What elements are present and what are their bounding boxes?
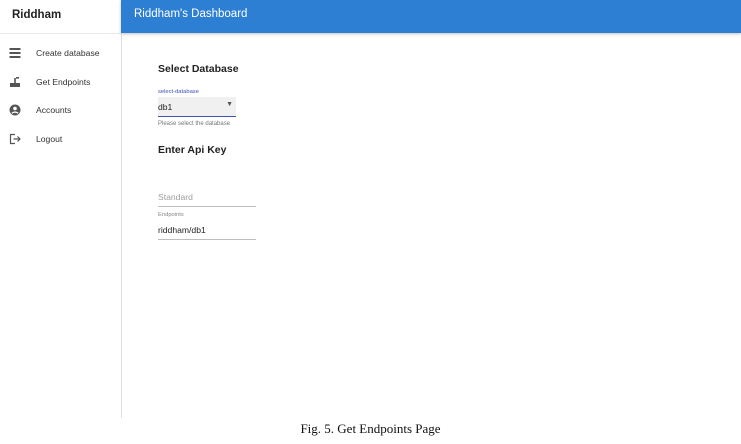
sidebar-item-label: Get Endpoints: [36, 76, 91, 87]
select-database-heading: Select Database: [158, 63, 239, 75]
database-select[interactable]: [158, 97, 236, 117]
sidebar-item-label: Create database: [36, 48, 100, 58]
sidebar-item-label: Accounts: [36, 105, 72, 115]
figure-caption: Fig. 5. Get Endpoints Page: [300, 421, 441, 436]
select-helper-text: Please select the database: [158, 121, 231, 127]
select-database-label: select-database: [158, 89, 199, 95]
sidebar-item-label: Logout: [36, 133, 63, 144]
endpoints-field[interactable]: [158, 222, 256, 240]
brand-title: Riddham: [0, 0, 121, 34]
dropdown-arrow-icon: ▼: [226, 101, 233, 108]
endpoint-icon: [9, 76, 21, 88]
logout-icon: [9, 133, 21, 145]
plan-field-placeholder: Standard: [158, 192, 193, 202]
sidebar-item-get-endpoints[interactable]: [0, 69, 121, 98]
plan-field[interactable]: [158, 190, 256, 207]
sidebar-item-accounts[interactable]: [0, 97, 121, 126]
list-icon: [9, 47, 21, 59]
app-bar: [121, 0, 741, 33]
endpoints-label: Endpoints: [158, 212, 184, 218]
endpoints-value: riddham/db1: [158, 225, 206, 235]
api-key-heading: Enter Api Key: [158, 144, 227, 156]
page-title: Riddham's Dashboard: [134, 8, 248, 20]
sidebar-item-create-database[interactable]: [0, 40, 121, 69]
database-select-value: db1: [158, 102, 173, 112]
account-circle-icon: [9, 104, 21, 116]
sidebar-item-logout[interactable]: [0, 126, 121, 155]
sidebar: [0, 0, 122, 418]
sidebar-nav: [0, 34, 121, 154]
